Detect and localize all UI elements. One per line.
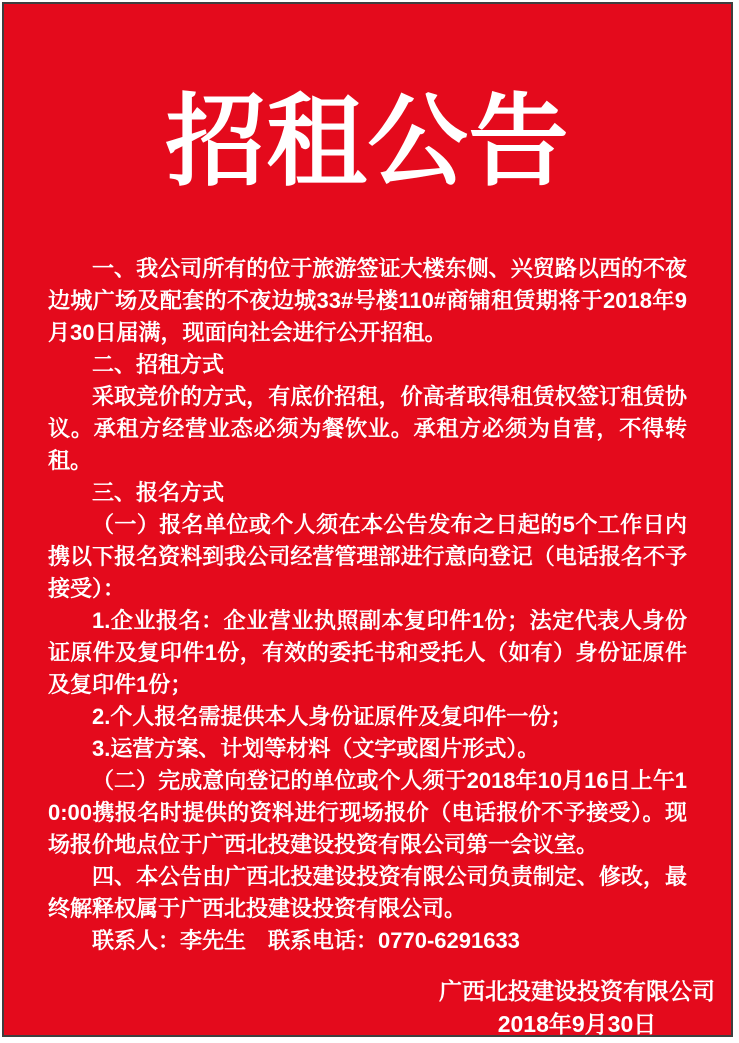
- body-paragraph-interpretation: 四、本公告由广西北投建设投资有限公司负责制定、修改，最终解释权属于广西北投建设投资有限公司。: [48, 864, 687, 921]
- signature-block: [4, 975, 715, 1041]
- body-paragraph-rental-method: 采取竞价的方式，有底价招租，价高者取得租赁权签订租赁协议。承租方经营业态必须为餐饮业。承租方必须为自营，不得转租。: [48, 384, 687, 473]
- poster-title: 招租公告: [165, 87, 570, 198]
- signature-inner: [439, 975, 715, 1041]
- body-paragraph-contact: 联系人：李先生 联系电话：0770-6291633: [92, 928, 520, 953]
- body-paragraph-company-signup: 1.企业报名：企业营业执照副本复印件1份；法定代表人身份证原件及复印件1份，有效的委托书和受托人（如有）身份证原件及复印件1份；: [48, 608, 687, 697]
- body-paragraph-personal-signup: 2.个人报名需提供本人身份证原件及复印件一份；: [92, 704, 573, 729]
- body-heading-signup-method: 三、报名方式: [92, 480, 225, 505]
- body-paragraph-materials: 3.运营方案、计划等材料（文字或图片形式）。: [92, 736, 540, 761]
- poster-body: [48, 253, 687, 957]
- announcement-poster: [2, 2, 733, 1037]
- body-heading-rental-method: 二、招租方式: [92, 352, 225, 377]
- body-paragraph-signup-1: （一）报名单位或个人须在本公告发布之日起的5个工作日内携以下报名资料到我公司经营管理部进行意向登记（电话报名不予接受）：: [48, 512, 687, 601]
- body-paragraph-bidding: （二）完成意向登记的单位或个人须于2018年10月16日上午10:00携报名时提供的资料进行现场报价（电话报价不予接受）。现场报价地点位于广西北投建设投资有限公司第一会议室。: [48, 768, 687, 857]
- body-paragraph-intro: 一、我公司所有的位于旅游签证大楼东侧、兴贸路以西的不夜边城广场及配套的不夜边城33#号楼110#商铺租赁期将于2018年9月30日届满，现面向社会进行公开招租。: [48, 256, 687, 345]
- signature-date: 2018年9月30日: [497, 1011, 657, 1037]
- signature-company: 广西北投建设投资有限公司: [439, 978, 715, 1004]
